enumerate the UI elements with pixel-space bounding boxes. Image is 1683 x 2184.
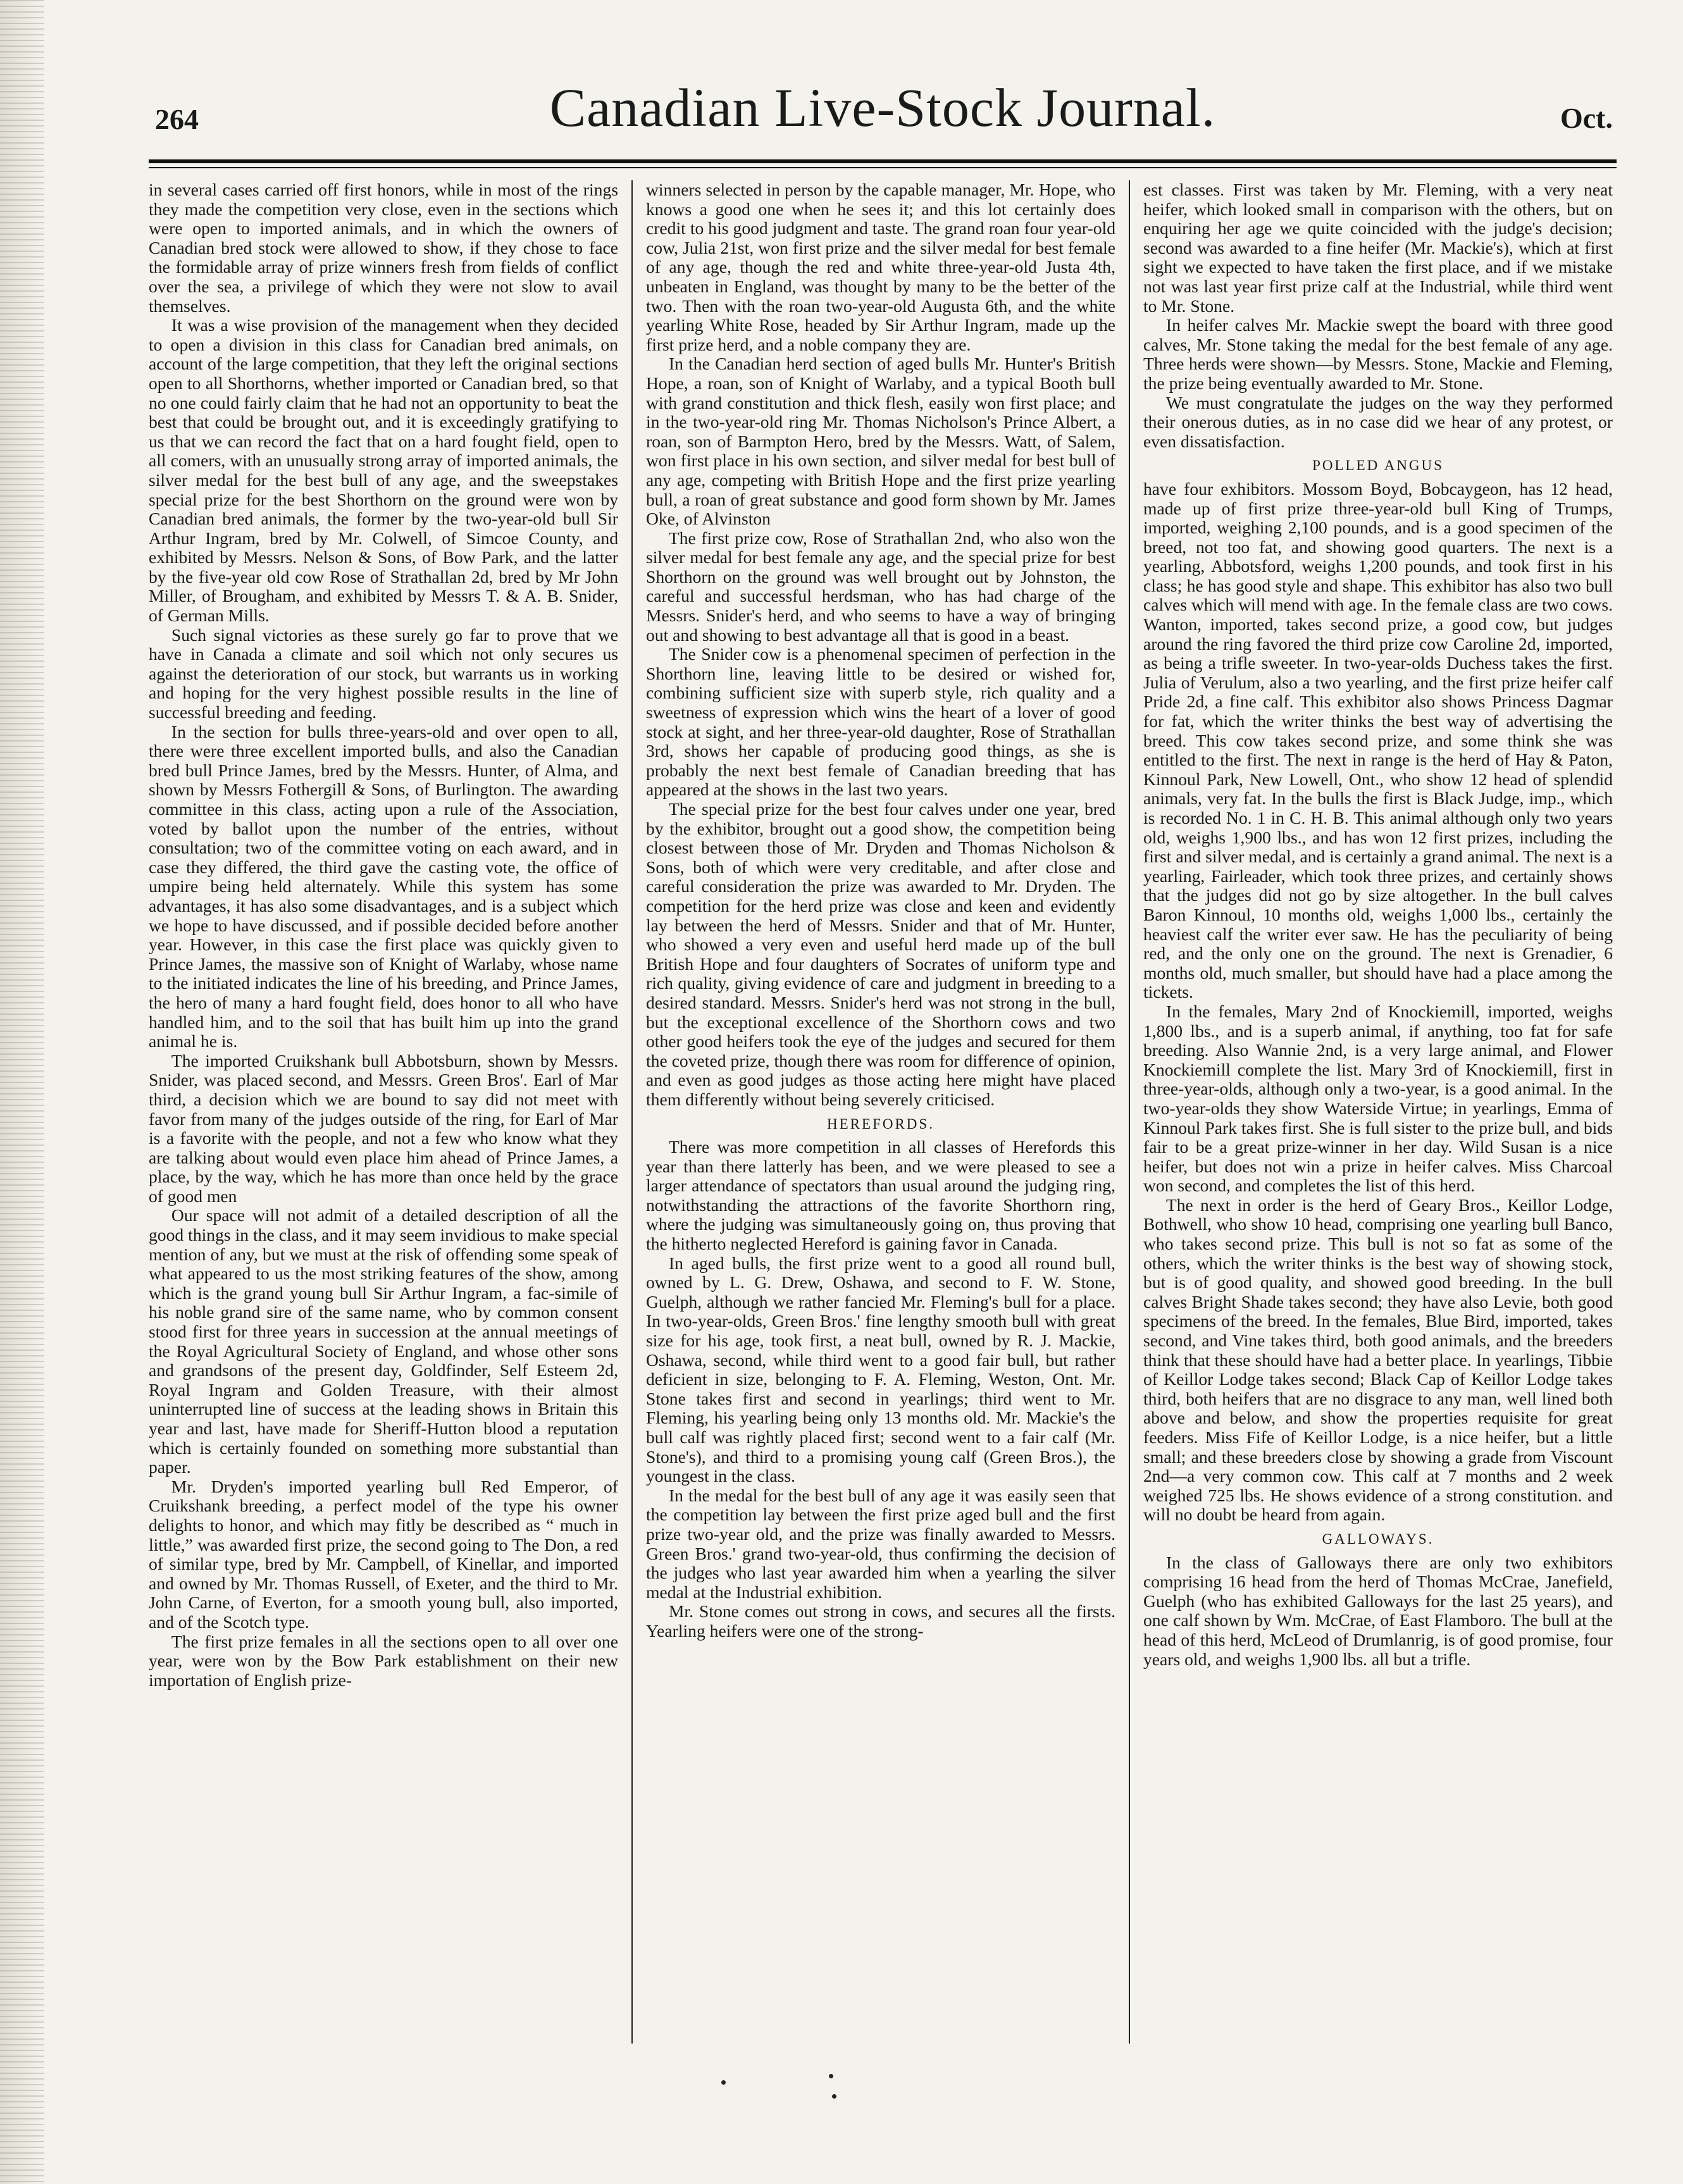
article-paragraph: In aged bulls, the first prize went to a good all round bull, owned by L. G. Drew, Oshawa, and second to F. W. Stone, Guelph, although we rather fancied Mr. Fleming's bull for a place. In two-year-olds, Green Bros.' fine lengthy smooth bull with great size for his age, took first, a neat bull, owned by R. J. Mackie, Oshawa, second, while third went to a good fair bull, but rather deficient in size, belonging to F. A. Fleming, Weston, Ont. Mr. Stone takes first and second in yearlings; third went to Mr. Fleming, his yearling being only 13 months old. Mr. Mackie's the bull calf was rightly placed first; second went to a fair calf (Mr. Stone's), and third to a promising young calf (Green Bros.), the youngest in the class. — [646, 1253, 1115, 1486]
article-paragraph: There was more competition in all classes of Herefords this year than there latterly has been, and we were pleased to see a larger attendance of spectators than usual around the judging ring, notwithstanding the attractions of the favorite Shorthorn ring, where the judging was simultaneously going on, thus proving that the hitherto neglected Hereford is gaining favor in Canada. — [646, 1137, 1115, 1254]
issue-month: Oct. — [1560, 102, 1613, 134]
article-paragraph: The Snider cow is a phenomenal specimen of perfection in the Shorthorn line, leaving little to be desired or wished for, combining sufficient size with superb style, rich quality and a sweetness of expression which wins the heart of a lover of good stock at sight, and her three-year-old daughter, Rose of Strathallan 3rd, shows her capable of producing good things, as she is probably the next best female of Canadian breeding that has appeared at the shows in the last two years. — [646, 644, 1115, 800]
article-paragraph: In heifer calves Mr. Mackie swept the board with three good calves, Mr. Stone taking the medal for the best female of any age. Three herds were shown—by Messrs. Stone, Mackie and Fleming, the prize being eventually awarded to Mr. Stone. — [1143, 315, 1613, 393]
printer-dot — [721, 2080, 726, 2085]
article-paragraph: In the females, Mary 2nd of Knockiemill, imported, weighs 1,800 lbs., and is a superb animal, if anything, too fat for safe breeding. Also Wannie 2nd, is a very large animal, and Flower Knockiemill complete the list. Mary 3rd of Knockiemill, first in three-year-olds, although only a two-year, is a good animal. In the two-year-olds they show Waterside Virtue; in yearlings, Emma of Kinnoul Park takes first. She is full sister to the prize bull, and bids fair to be a great prize-winner in her day. Wild Susan is a nice heifer, but does not win a prize in heifer calves. Miss Charcoal won second, and completes the list of this herd. — [1143, 1001, 1613, 1196]
article-paragraph: in several cases carried off first honors, while in most of the rings they made the competition very close, even in the sections which were open to imported animals, and in which the owners of Canadian bred stock were allowed to show, if they chose to face the formidable array of prize winners fresh from fields of conflict over the sea, a privilege of which they were not slow to avail themselves. — [149, 180, 618, 316]
article-paragraph: In the Canadian herd section of aged bulls Mr. Hunter's British Hope, a roan, son of Knight of Warlaby, and a typical Booth bull with grand constitution and thick flesh, easily won first place; and in the two-year-old ring Mr. Thomas Nicholson's Prince Albert, a roan, son of Barmpton Hero, bred by the Messrs. Watt, of Salem, won first place in his own section, and silver medal for best bull of any age, competing with British Hope and the first prize yearling bull, a roan of great substance and good form shown by Mr. James Oke, of Alvinston — [646, 354, 1115, 529]
article-paragraph: In the section for bulls three-years-old and over open to all, there were three excellent imported bulls, and also the Canadian bred bull Prince James, bred by the Messrs. Hunter, of Alma, and shown by Messrs Fothergill & Sons, of Burlington. The awarding committee in this class, acting upon a rule of the Association, voted by ballot upon the number of the entries, without consultation; two of the committee voting on each award, and in case they differed, the third gave the casting vote, the office of umpire being held alternately. While this system has some advantages, it has also some disadvantages, and is a subject which we hope to have discussed, and if possible decided before another year. However, in this case the first place was quickly given to Prince James, the massive son of Knight of Warlaby, whose name to the initiated indicates the line of his breeding, and Prince James, the hero of many a hard fought field, does honor to all who have handled him, and to the soil that has built him up into the grand animal he is. — [149, 721, 618, 1052]
article-paragraph: In the medal for the best bull of any age it was easily seen that the competition lay between the first prize aged bull and the first prize two-year old, and the prize was finally awarded to Messrs. Green Bros.' grand two-year-old, thus confirming the decision of the judges who last year awarded him when a yearling the silver medal at the Industrial exhibition. — [646, 1485, 1115, 1602]
section-heading: POLLED ANGUS — [1312, 457, 1444, 474]
article-paragraph: In the class of Galloways there are only two exhibitors comprising 16 head from the herd of Thomas McCrae, Janefield, Guelph (who has exhibited Galloways for the last 25 years), and one calf shown by Wm. McCrae, of East Flamboro. The bull at the head of this herd, McLeod of Drumlanrig, is of good promise, four years old, and weighs 1,900 lbs. all but a trifle. — [1143, 1552, 1613, 1669]
article-paragraph: Such signal victories as these surely go far to prove that we have in Canada a climate and soil which not only secures us against the deterioration of our stock, but warrants us in working and hoping for the very highest possible results in the line of successful breeding and feeding. — [149, 624, 618, 723]
article-columns — [149, 180, 1617, 2053]
article-paragraph: The first prize cow, Rose of Strathallan 2nd, who also won the silver medal for best female any age, and the special prize for best Shorthorn on the ground was well brought out by Johnston, the careful and successful herdsman, who has had charge of the Messrs. Snider's herd, and who seems to have a way of bringing out and showing to best advantage all that is good in a beast. — [646, 528, 1115, 645]
masthead-rule-thin — [149, 167, 1617, 168]
printer-dot — [829, 2074, 833, 2078]
column-divider — [1129, 180, 1130, 2044]
article-paragraph: It was a wise provision of the management when they decided to open a division in this class for Canadian bred animals, on account of the large competition, that they left the original sections open to all Shorthorns, whether imported or Canadian bred, so that no one could fairly claim that he had not an opportunity to beat the best that could be brought out, and it is exceedingly gratifying to us that we can record the fact that on a hard fought field, open to all comers, with an unusually strong array of imported animals, the silver medal for the best bull of any age, and the sweepstakes special prize for the best Shorthorn on the ground were won by Canadian bred animals, the former by the two-year-old bull Sir Arthur Ingram, bred by Mr. Colwell, of Simcoe County, and exhibited by Messrs. Nelson & Sons, of Bow Park, and the latter by the five-year old cow Rose of Strathallan 2d, bred by Mr John Miller, of Brougham, and exhibited by Messrs T. & A. B. Snider, of German Mills. — [149, 315, 618, 626]
printer-marks — [696, 2069, 949, 2107]
article-paragraph: The next in order is the herd of Geary Bros., Keillor Lodge, Bothwell, who show 10 head, comprising one yearling bull Banco, who takes second prize. This bull is not so fat as some of the others, which the writer thinks is the best way of showing stock, but is of good quality, and showed good breeding. In the bull calves Bright Shade takes second; they have also Levie, both good specimens of the breed. In the females, Blue Bird, imported, takes second, and Vine takes third, both good animals, and the breeders think that these should have had a better place. In yearlings, Tibbie of Keillor Lodge takes second; Black Cap of Keillor Lodge takes third, both heifers that are no disgrace to any man, well lined both above and below, and show the properties requisite for great feeders. Miss Fife of Keillor Lodge, is a nice heifer, but a little small; and these breeders close by showing a grade from Viscount 2nd—a very common cow. This calf at 7 months and 2 week weighed 725 lbs. He shows evidence of a strong constitution. and will no doubt be heard from again. — [1143, 1194, 1613, 1525]
column-divider — [631, 180, 633, 2044]
journal-title: Canadian Live-Stock Journal. — [549, 77, 1216, 138]
article-paragraph: The first prize females in all the sections open to all over one year, were won by the Bow Park establishment on their new importation of English prize- — [149, 1631, 618, 1690]
column-2 — [646, 180, 1115, 2053]
article-paragraph: Mr. Stone comes out strong in cows, and secures all the firsts. Yearling heifers were one of the strong- — [646, 1601, 1115, 1641]
article-paragraph: winners selected in person by the capable manager, Mr. Hope, who knows a good one when he sees it; and this lot certainly does credit to his good judgment and taste. The grand roan four year-old cow, Julia 21st, won first prize and the silver medal for best female of any age, though the red and white three-year-old Justa 4th, unbeaten in England, was thought by many to be the better of the two. Then with the roan two-year-old Augusta 6th, and the white yearling White Rose, headed by Sir Arthur Ingram, made up the first prize herd, and a noble company they are. — [646, 180, 1115, 354]
article-paragraph: Our space will not admit of a detailed description of all the good things in the class, and it may seem invidious to make special mention of any, but we must at the risk of offending some speak of what appeared to us the most striking features of the show, among which is the grand young bull Sir Arthur Ingram, a fac-simile of his noble grand sire of the same name, who by common consent stood first for three years in succession at the annual meetings of the Royal Agricultural Society of England, and whose other sons and grandsons of the present day, Goldfinder, Self Esteem 2d, Royal Ingram and Golden Treasure, with their almost uninterrupted line of success at the leading shows in Britain this year and last, have made for Sheriff-Hutton blood a reputation which is certainly founded on something more substantial than paper. — [149, 1205, 618, 1477]
section-heading: GALLOWAYS. — [1322, 1530, 1434, 1547]
masthead — [149, 76, 1617, 146]
column-1 — [149, 180, 618, 2053]
section-heading: HEREFORDS. — [827, 1115, 935, 1132]
article-paragraph: Mr. Dryden's imported yearling bull Red Emperor, of Cruikshank breeding, a perfect model of the type his owner delights to honor, and which may fitly be described as “ much in little,” was awarded first prize, the second going to The Don, a red of similar type, bred by Mr. Campbell, of Kinellar, and imported and owned by Mr. Thomas Russell, of Exeter, and the third to Mr. John Carne, of Everton, for a smooth young bull, also imported, and of the Scotch type. — [149, 1476, 618, 1632]
masthead-rule-thick — [149, 159, 1617, 163]
article-paragraph: The imported Cruikshank bull Abbotsburn, shown by Messrs. Snider, was placed second, and Messrs. Green Bros'. Earl of Mar third, a decision which we are bound to say did not meet with favor from many of the judges outside of the ring, for Earl of Mar is a favorite with the people, and not a few who know what they are talking about would even place him ahead of Prince James, a place, by the way, which he has more than once held by the grace of good men — [149, 1050, 618, 1206]
binding-margin — [0, 0, 44, 2184]
article-paragraph: est classes. First was taken by Mr. Fleming, with a very neat heifer, which looked small in comparison with the others, but on enquiring her age we quite coincided with the judge's decision; second was awarded to a fine heifer (Mr. Mackie's), which at first sight we expected to have taken the first place, and if we mistake not was last year first prize calf at the Industrial, while third went to Mr. Stone. — [1143, 180, 1613, 316]
article-paragraph: have four exhibitors. Mossom Boyd, Bobcaygeon, has 12 head, made up of first prize three-year-old bull King of Trumps, imported, weighing 2,100 pounds, and is a good specimen of the breed, not too fat, and showing good quarters. The next is a yearling, Abbotsford, weighs 1,200 pounds, and took first in his class; he has good style and shape. This exhibitor has also two bull calves which will mend with age. In the female class are two cows. Wanton, imported, takes second prize, a good cow, but judges around the ring favored the third prize cow Caroline 2d, imported, as being a trifle sweeter. In two-year-olds Duchess takes the first. Julia of Verulum, also a two yearling, and the first prize heifer calf Pride 2d, a fine calf. This exhibitor also shows Princess Dagmar for fat, which the writer thinks the best way of advertising the breed. This cow takes second prize, and some think she was entitled to the first. The next in range is the herd of Hay & Paton, Kinnoul Park, New Lowell, Ont., who show 12 head of splendid animals, very fat. In the bulls the first is Black Judge, imp., which is recorded No. 1 in C. H. B. This animal although only two years old, weighs 1,900 lbs., and has won 12 first prizes, including the first and silver medal, and is certainly a grand animal. The next is a yearling, Fairleader, which took three prizes, and certainly shows that the judges did not go by size altogether. In the bull calves Baron Kinnoul, 10 months old, weighs 1,000 lbs., certainly the heaviest calf the writer ever saw. He has the peculiarity of being red, and the only one on the ground. The next is Grenadier, 6 months old, much smaller, but should have had a place among the tickets. — [1143, 478, 1613, 1002]
column-3 — [1143, 180, 1613, 2053]
article-paragraph: We must congratulate the judges on the way they performed their onerous duties, as in no case did we hear of any protest, or even dissatisfaction. — [1143, 392, 1613, 451]
page-number: 264 — [155, 103, 199, 135]
printer-dot — [832, 2094, 836, 2099]
article-paragraph: The special prize for the best four calves under one year, bred by the exhibitor, brought out a good show, the competition being closest between those of Mr. Dryden and Thomas Nicholson & Sons, both of which were very creditable, and after close and careful consideration the prize was awarded to Mr. Dryden. The competition for the herd prize was close and keen and evidently lay between the herd of Messrs. Snider and that of Mr. Hunter, who showed a very even and useful herd made up of the bull British Hope and four daughters of Socrates of uniform type and rich quality, giving evidence of care and judgment in breeding to a desired standard. Messrs. Snider's herd was not strong in the bull, but the exceptional excellence of the Shorthorn cows and two other good heifers took the eye of the judges and secured for them the coveted prize, though there was room for difference of opinion, and even as good judges as those acting here might have placed them differently without being severely criticised. — [646, 799, 1115, 1109]
